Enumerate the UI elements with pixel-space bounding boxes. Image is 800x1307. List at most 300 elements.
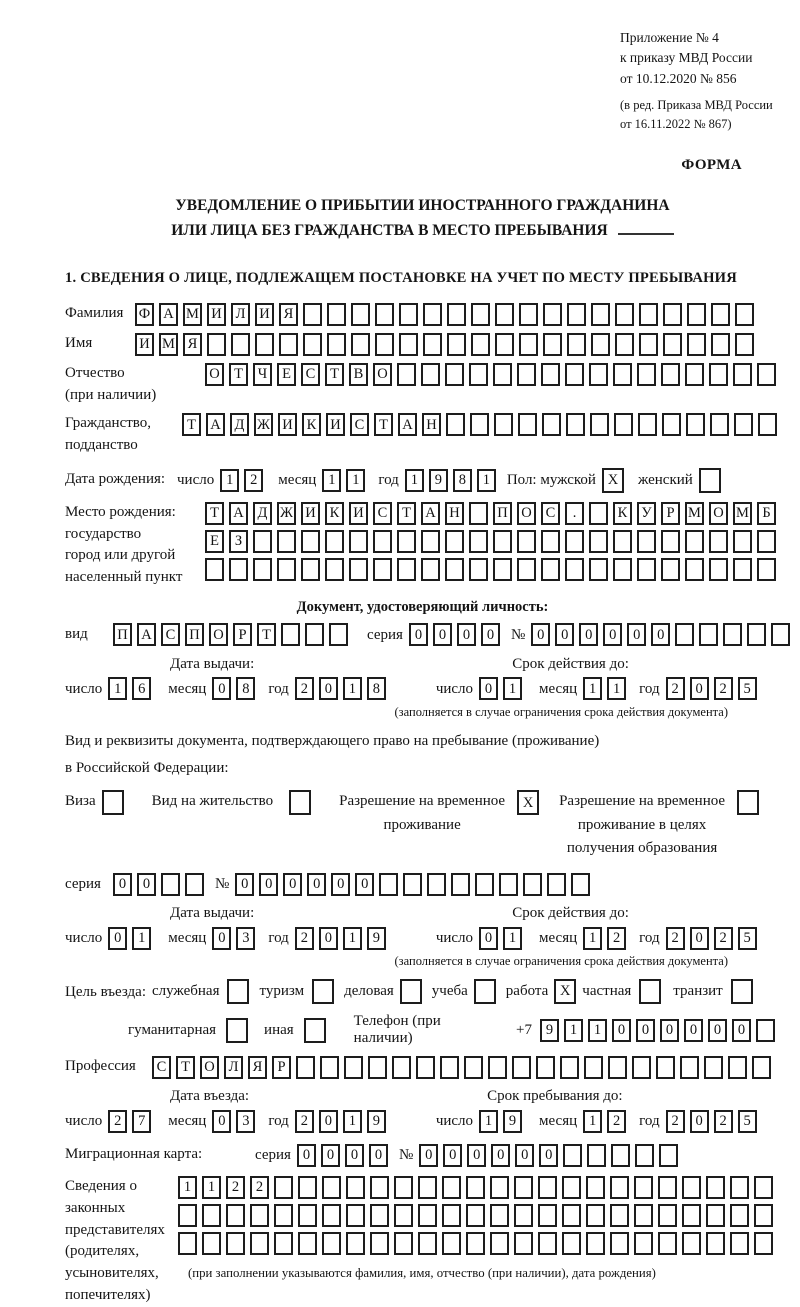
char-box[interactable] (615, 303, 634, 326)
char-box[interactable] (613, 558, 632, 581)
char-box[interactable]: П (493, 502, 512, 525)
char-box[interactable]: 1 (343, 927, 362, 950)
char-box[interactable]: П (185, 623, 204, 646)
char-box[interactable] (229, 558, 248, 581)
char-box[interactable] (490, 1204, 509, 1227)
char-box[interactable] (541, 363, 560, 386)
char-box[interactable]: X (517, 790, 539, 815)
char-box[interactable]: Ж (277, 502, 296, 525)
char-box[interactable] (634, 1204, 653, 1227)
char-box[interactable] (518, 413, 537, 436)
char-box[interactable]: 0 (603, 623, 622, 646)
char-box[interactable] (709, 363, 728, 386)
char-box[interactable] (488, 1056, 507, 1079)
char-box[interactable]: О (709, 502, 728, 525)
char-box[interactable] (346, 1176, 365, 1199)
char-box[interactable] (466, 1176, 485, 1199)
char-box[interactable] (706, 1232, 725, 1255)
char-box[interactable]: 1 (346, 469, 365, 492)
char-box[interactable]: 2 (714, 1110, 733, 1133)
char-box[interactable] (296, 1056, 315, 1079)
char-box[interactable]: Л (231, 303, 250, 326)
char-box[interactable] (466, 1232, 485, 1255)
char-box[interactable]: М (733, 502, 752, 525)
char-box[interactable] (734, 413, 753, 436)
char-box[interactable] (737, 790, 759, 815)
char-box[interactable]: 9 (429, 469, 448, 492)
char-box[interactable]: Ж (254, 413, 273, 436)
char-box[interactable]: 0 (212, 677, 231, 700)
char-box[interactable] (547, 873, 566, 896)
char-box[interactable] (370, 1176, 389, 1199)
char-box[interactable]: 2 (108, 1110, 127, 1133)
char-box[interactable] (711, 333, 730, 356)
char-box[interactable]: 1 (588, 1019, 607, 1042)
char-box[interactable] (632, 1056, 651, 1079)
char-box[interactable] (397, 558, 416, 581)
char-box[interactable] (699, 468, 721, 493)
char-box[interactable] (178, 1232, 197, 1255)
char-box[interactable] (519, 303, 538, 326)
char-box[interactable]: 0 (259, 873, 278, 896)
char-box[interactable]: Т (229, 363, 248, 386)
char-box[interactable] (255, 333, 274, 356)
char-box[interactable]: 9 (503, 1110, 522, 1133)
char-box[interactable] (373, 530, 392, 553)
char-box[interactable]: А (137, 623, 156, 646)
char-box[interactable] (639, 303, 658, 326)
char-box[interactable]: О (517, 502, 536, 525)
char-box[interactable] (541, 530, 560, 553)
char-box[interactable] (375, 333, 394, 356)
char-box[interactable]: 1 (178, 1176, 197, 1199)
char-box[interactable] (469, 530, 488, 553)
char-box[interactable] (440, 1056, 459, 1079)
char-box[interactable]: 2 (295, 677, 314, 700)
char-box[interactable] (757, 530, 776, 553)
char-box[interactable] (686, 413, 705, 436)
char-box[interactable] (589, 363, 608, 386)
char-box[interactable] (728, 1056, 747, 1079)
char-box[interactable] (680, 1056, 699, 1079)
char-box[interactable]: 0 (307, 873, 326, 896)
char-box[interactable]: И (349, 502, 368, 525)
char-box[interactable]: Л (224, 1056, 243, 1079)
char-box[interactable] (589, 558, 608, 581)
char-box[interactable] (445, 558, 464, 581)
char-box[interactable] (226, 1204, 245, 1227)
char-box[interactable]: 2 (244, 469, 263, 492)
char-box[interactable] (523, 873, 542, 896)
char-box[interactable] (301, 530, 320, 553)
char-box[interactable] (637, 558, 656, 581)
char-box[interactable] (305, 623, 324, 646)
char-box[interactable]: О (373, 363, 392, 386)
char-box[interactable]: 0 (457, 623, 476, 646)
char-box[interactable] (565, 530, 584, 553)
char-box[interactable]: Р (272, 1056, 291, 1079)
char-box[interactable]: 1 (479, 1110, 498, 1133)
char-box[interactable] (474, 979, 496, 1004)
char-box[interactable]: Т (325, 363, 344, 386)
char-box[interactable]: П (113, 623, 132, 646)
char-box[interactable] (447, 303, 466, 326)
char-box[interactable]: 0 (690, 927, 709, 950)
char-box[interactable] (475, 873, 494, 896)
char-box[interactable] (610, 1204, 629, 1227)
char-box[interactable] (754, 1176, 773, 1199)
char-box[interactable]: Е (205, 530, 224, 553)
char-box[interactable]: 0 (433, 623, 452, 646)
char-box[interactable]: 0 (467, 1144, 486, 1167)
char-box[interactable] (639, 979, 661, 1004)
char-box[interactable]: О (209, 623, 228, 646)
char-box[interactable] (494, 413, 513, 436)
char-box[interactable] (733, 558, 752, 581)
char-box[interactable] (493, 558, 512, 581)
char-box[interactable] (349, 530, 368, 553)
char-box[interactable] (543, 303, 562, 326)
char-box[interactable]: И (326, 413, 345, 436)
char-box[interactable] (416, 1056, 435, 1079)
char-box[interactable] (566, 413, 585, 436)
char-box[interactable] (442, 1232, 461, 1255)
char-box[interactable]: 0 (212, 927, 231, 950)
char-box[interactable] (590, 413, 609, 436)
char-box[interactable] (565, 363, 584, 386)
char-box[interactable]: 0 (319, 677, 338, 700)
char-box[interactable] (418, 1176, 437, 1199)
char-box[interactable]: 3 (236, 927, 255, 950)
char-box[interactable] (587, 1144, 606, 1167)
char-box[interactable] (514, 1176, 533, 1199)
char-box[interactable] (418, 1232, 437, 1255)
char-box[interactable]: Я (279, 303, 298, 326)
char-box[interactable] (608, 1056, 627, 1079)
char-box[interactable] (519, 333, 538, 356)
char-box[interactable] (469, 558, 488, 581)
char-box[interactable] (274, 1232, 293, 1255)
char-box[interactable]: 7 (132, 1110, 151, 1133)
char-box[interactable] (279, 333, 298, 356)
char-box[interactable] (399, 333, 418, 356)
char-box[interactable] (368, 1056, 387, 1079)
char-box[interactable]: И (135, 333, 154, 356)
char-box[interactable]: А (421, 502, 440, 525)
char-box[interactable]: 5 (738, 1110, 757, 1133)
char-box[interactable] (231, 333, 250, 356)
char-box[interactable] (301, 558, 320, 581)
char-box[interactable]: 0 (108, 927, 127, 950)
char-box[interactable]: 0 (690, 1110, 709, 1133)
char-box[interactable] (567, 303, 586, 326)
char-box[interactable] (758, 413, 777, 436)
char-box[interactable] (397, 530, 416, 553)
char-box[interactable] (562, 1232, 581, 1255)
char-box[interactable]: 0 (708, 1019, 727, 1042)
char-box[interactable] (227, 979, 249, 1004)
char-box[interactable] (344, 1056, 363, 1079)
char-box[interactable] (445, 530, 464, 553)
char-box[interactable]: 0 (636, 1019, 655, 1042)
char-box[interactable] (538, 1232, 557, 1255)
char-box[interactable] (370, 1204, 389, 1227)
char-box[interactable] (610, 1176, 629, 1199)
char-box[interactable]: 0 (419, 1144, 438, 1167)
char-box[interactable]: И (301, 502, 320, 525)
char-box[interactable]: 1 (607, 677, 626, 700)
char-box[interactable]: 2 (607, 927, 626, 950)
char-box[interactable] (322, 1204, 341, 1227)
char-box[interactable]: О (200, 1056, 219, 1079)
char-box[interactable]: 0 (660, 1019, 679, 1042)
char-box[interactable] (659, 1144, 678, 1167)
char-box[interactable] (747, 623, 766, 646)
char-box[interactable] (423, 333, 442, 356)
char-box[interactable]: 8 (367, 677, 386, 700)
char-box[interactable]: А (398, 413, 417, 436)
char-box[interactable] (379, 873, 398, 896)
char-box[interactable]: 0 (235, 873, 254, 896)
char-box[interactable] (298, 1232, 317, 1255)
char-box[interactable]: . (565, 502, 584, 525)
char-box[interactable] (687, 303, 706, 326)
char-box[interactable] (661, 558, 680, 581)
char-box[interactable]: А (206, 413, 225, 436)
char-box[interactable]: М (183, 303, 202, 326)
char-box[interactable] (394, 1204, 413, 1227)
char-box[interactable]: 0 (555, 623, 574, 646)
char-box[interactable] (490, 1176, 509, 1199)
char-box[interactable] (682, 1232, 701, 1255)
char-box[interactable] (499, 873, 518, 896)
char-box[interactable] (614, 413, 633, 436)
char-box[interactable] (730, 1176, 749, 1199)
char-box[interactable] (757, 558, 776, 581)
char-box[interactable] (610, 1232, 629, 1255)
char-box[interactable] (253, 530, 272, 553)
char-box[interactable]: 0 (579, 623, 598, 646)
char-box[interactable] (250, 1232, 269, 1255)
char-box[interactable]: 1 (132, 927, 151, 950)
char-box[interactable] (675, 623, 694, 646)
char-box[interactable]: М (685, 502, 704, 525)
char-box[interactable] (418, 1204, 437, 1227)
char-box[interactable]: 0 (481, 623, 500, 646)
char-box[interactable]: У (637, 502, 656, 525)
char-box[interactable] (303, 303, 322, 326)
char-box[interactable] (490, 1232, 509, 1255)
char-box[interactable] (661, 363, 680, 386)
char-box[interactable]: 2 (666, 677, 685, 700)
char-box[interactable]: 0 (479, 927, 498, 950)
char-box[interactable] (733, 530, 752, 553)
char-box[interactable]: К (613, 502, 632, 525)
char-box[interactable] (634, 1232, 653, 1255)
char-box[interactable] (709, 530, 728, 553)
char-box[interactable]: 2 (250, 1176, 269, 1199)
char-box[interactable]: 2 (295, 927, 314, 950)
char-box[interactable] (421, 530, 440, 553)
char-box[interactable]: 9 (367, 1110, 386, 1133)
char-box[interactable]: 1 (583, 927, 602, 950)
char-box[interactable] (639, 333, 658, 356)
char-box[interactable]: С (161, 623, 180, 646)
char-box[interactable] (711, 303, 730, 326)
char-box[interactable]: Т (205, 502, 224, 525)
char-box[interactable] (514, 1232, 533, 1255)
char-box[interactable] (370, 1232, 389, 1255)
char-box[interactable]: 0 (539, 1144, 558, 1167)
char-box[interactable] (754, 1204, 773, 1227)
char-box[interactable]: Д (253, 502, 272, 525)
char-box[interactable] (543, 333, 562, 356)
char-box[interactable] (298, 1204, 317, 1227)
char-box[interactable]: Н (445, 502, 464, 525)
char-box[interactable] (442, 1176, 461, 1199)
char-box[interactable] (613, 363, 632, 386)
char-box[interactable]: 0 (443, 1144, 462, 1167)
char-box[interactable] (445, 363, 464, 386)
char-box[interactable]: 0 (491, 1144, 510, 1167)
char-box[interactable]: 5 (738, 927, 757, 950)
char-box[interactable]: 2 (714, 927, 733, 950)
char-box[interactable] (685, 530, 704, 553)
char-box[interactable] (446, 413, 465, 436)
char-box[interactable] (471, 333, 490, 356)
char-box[interactable]: 0 (345, 1144, 364, 1167)
char-box[interactable] (421, 558, 440, 581)
char-box[interactable] (346, 1232, 365, 1255)
char-box[interactable]: М (159, 333, 178, 356)
char-box[interactable]: 0 (319, 1110, 338, 1133)
char-box[interactable]: С (152, 1056, 171, 1079)
char-box[interactable] (274, 1204, 293, 1227)
char-box[interactable]: З (229, 530, 248, 553)
char-box[interactable] (706, 1204, 725, 1227)
char-box[interactable]: 8 (453, 469, 472, 492)
char-box[interactable] (423, 303, 442, 326)
char-box[interactable] (563, 1144, 582, 1167)
char-box[interactable]: К (302, 413, 321, 436)
char-box[interactable] (394, 1232, 413, 1255)
char-box[interactable] (562, 1176, 581, 1199)
char-box[interactable]: 1 (322, 469, 341, 492)
char-box[interactable]: 1 (202, 1176, 221, 1199)
char-box[interactable]: И (255, 303, 274, 326)
char-box[interactable]: 1 (343, 1110, 362, 1133)
char-box[interactable]: К (325, 502, 344, 525)
char-box[interactable]: 1 (108, 677, 127, 700)
char-box[interactable] (281, 623, 300, 646)
char-box[interactable] (226, 1018, 248, 1043)
char-box[interactable] (658, 1204, 677, 1227)
char-box[interactable] (586, 1204, 605, 1227)
char-box[interactable]: 6 (132, 677, 151, 700)
char-box[interactable]: Я (183, 333, 202, 356)
char-box[interactable] (638, 413, 657, 436)
char-box[interactable]: С (373, 502, 392, 525)
char-box[interactable] (427, 873, 446, 896)
char-box[interactable] (226, 1232, 245, 1255)
char-box[interactable] (656, 1056, 675, 1079)
char-box[interactable] (373, 558, 392, 581)
char-box[interactable] (322, 1176, 341, 1199)
char-box[interactable]: 0 (651, 623, 670, 646)
char-box[interactable]: 1 (583, 1110, 602, 1133)
char-box[interactable] (699, 623, 718, 646)
char-box[interactable] (397, 363, 416, 386)
char-box[interactable] (277, 530, 296, 553)
char-box[interactable] (329, 623, 348, 646)
char-box[interactable]: Б (757, 502, 776, 525)
char-box[interactable] (185, 873, 204, 896)
char-box[interactable] (542, 413, 561, 436)
char-box[interactable] (451, 873, 470, 896)
char-box[interactable] (512, 1056, 531, 1079)
char-box[interactable] (403, 873, 422, 896)
char-box[interactable] (274, 1176, 293, 1199)
char-box[interactable] (250, 1204, 269, 1227)
char-box[interactable] (735, 303, 754, 326)
char-box[interactable] (682, 1176, 701, 1199)
char-box[interactable] (709, 558, 728, 581)
char-box[interactable] (202, 1204, 221, 1227)
char-box[interactable] (615, 333, 634, 356)
char-box[interactable] (327, 333, 346, 356)
char-box[interactable] (394, 1176, 413, 1199)
char-box[interactable] (704, 1056, 723, 1079)
char-box[interactable]: 0 (113, 873, 132, 896)
char-box[interactable] (661, 530, 680, 553)
char-box[interactable]: Д (230, 413, 249, 436)
char-box[interactable] (312, 979, 334, 1004)
char-box[interactable] (567, 333, 586, 356)
char-box[interactable] (161, 873, 180, 896)
char-box[interactable] (289, 790, 311, 815)
char-box[interactable] (495, 333, 514, 356)
char-box[interactable] (351, 303, 370, 326)
char-box[interactable]: 0 (479, 677, 498, 700)
char-box[interactable] (735, 333, 754, 356)
char-box[interactable] (586, 1176, 605, 1199)
char-box[interactable] (685, 558, 704, 581)
char-box[interactable] (756, 1019, 775, 1042)
char-box[interactable] (685, 363, 704, 386)
char-box[interactable]: И (278, 413, 297, 436)
char-box[interactable] (663, 303, 682, 326)
char-box[interactable] (351, 333, 370, 356)
char-box[interactable]: О (205, 363, 224, 386)
char-box[interactable] (277, 558, 296, 581)
char-box[interactable] (757, 363, 776, 386)
char-box[interactable] (752, 1056, 771, 1079)
char-box[interactable]: X (602, 468, 624, 493)
char-box[interactable]: 0 (321, 1144, 340, 1167)
char-box[interactable] (611, 1144, 630, 1167)
char-box[interactable] (565, 558, 584, 581)
char-box[interactable]: И (207, 303, 226, 326)
char-box[interactable]: 2 (295, 1110, 314, 1133)
char-box[interactable] (658, 1232, 677, 1255)
char-box[interactable] (591, 333, 610, 356)
char-box[interactable]: 0 (612, 1019, 631, 1042)
char-box[interactable]: 1 (503, 927, 522, 950)
char-box[interactable] (471, 303, 490, 326)
char-box[interactable] (560, 1056, 579, 1079)
char-box[interactable] (710, 413, 729, 436)
char-box[interactable]: 1 (405, 469, 424, 492)
